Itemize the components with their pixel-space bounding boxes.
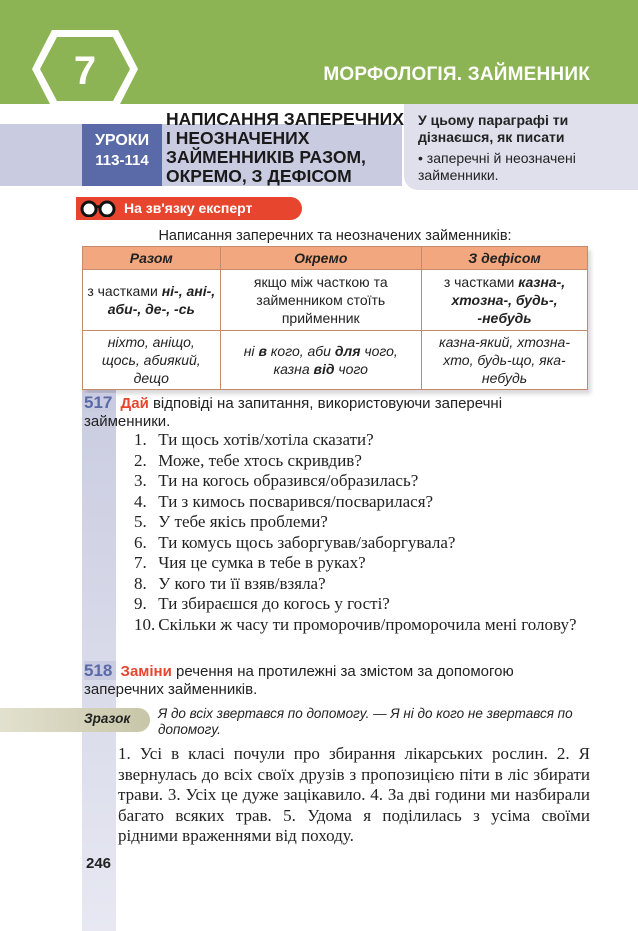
sample-label: Зразок — [84, 711, 131, 726]
exercise-task-text: відповіді на запитання, використовуючи заперечні займенники. — [84, 395, 503, 430]
expert-label: На зв'язку експерт — [124, 200, 253, 216]
exercise-paragraph: 1. Усі в класі почули про збирання лікарських рослин. 2. Я звернулась до всіх своїх друзів з пропозицією піти в ліс збирати трави. 3. Усіх це дуже зацікавило. 4. За дві години ми назбирали багато всяких трав. 5. Удома я поділилась з усіма своїми рідними враженнями від походу. — [118, 744, 590, 845]
learn-heading: У цьому параграфі ти дізнаєшся, як писати — [418, 112, 569, 145]
chapter-title: МОРФОЛОГІЯ. ЗАЙМЕННИК — [323, 64, 590, 85]
list-item: 7. Чия це сумка в тебе в руках? — [134, 553, 366, 572]
list-item: 10. Скільки ж часу ти проморочив/проморочила мені голову? — [134, 614, 577, 634]
rule-cell: якщо між часткою та займенником стоїть прийменник — [220, 270, 422, 331]
list-item: 2. Може, тебе хтось скривдив? — [134, 450, 362, 470]
learn-bullet: • заперечні й неозначені займенники. — [418, 150, 576, 183]
exercise-verb: Заміни — [120, 663, 172, 680]
exercise-number: 518 — [84, 661, 116, 680]
lesson-title: НАПИСАННЯ ЗАПЕРЕЧНИХ І НЕОЗНАЧЕНИХ ЗАЙМЕННИКІВ РАЗОМ, ОКРЕМО, З ДЕФІСОМ — [166, 109, 404, 186]
lesson-badge — [82, 124, 162, 186]
list-item: 3. Ти на когось образився/образилась? — [134, 471, 419, 490]
example-cell: ні в кого, аби для чого, казна від чого — [220, 331, 422, 390]
exercise-number: 517 — [84, 393, 116, 412]
rule-cell: з частками ні-, ані-, аби-, де-, -сь — [83, 270, 221, 331]
lesson-numbers: 113-114 — [95, 152, 149, 169]
exercise-518-task — [84, 662, 590, 699]
side-strip — [82, 378, 116, 931]
list-item: 4. Ти з кимось посварився/посварилася? — [134, 491, 434, 511]
list-item: 5. У тебе якісь проблеми? — [134, 512, 328, 531]
header-separate: Окремо — [220, 247, 422, 270]
chapter-number: 7 — [73, 49, 97, 93]
list-item: 6. Ти комусь щось заборгував/заборгувала? — [134, 532, 456, 552]
header-together: Разом — [83, 247, 221, 270]
list-item: 8. У кого ти її взяв/взяла? — [134, 573, 326, 593]
exercise-517-task — [84, 394, 590, 431]
sample-text: Я до всіх звертався по допомогу. — Я ні до кого не звертався по допомогу. — [158, 706, 573, 737]
chapter-hexagon-icon — [30, 28, 140, 110]
example-cell: ніхто, аніщо, щось, абиякий, дещо — [83, 331, 221, 390]
exercise-verb: Дай — [120, 395, 149, 412]
example-cell: казна-який, хтозна-хто, будь-що, яка-небудь — [422, 331, 588, 390]
exercise-task-text: речення на протилежні за змістом за допомогою заперечних займенників. — [84, 663, 514, 698]
header-hyphen: З дефісом — [422, 247, 588, 270]
list-item: 9. Ти збираєшся до когось у гості? — [134, 594, 390, 613]
table-caption: Написання заперечних та неозначених займенників: — [158, 228, 512, 244]
page-number: 246 — [86, 855, 112, 872]
learn-box — [404, 104, 638, 190]
question-list — [134, 430, 594, 635]
glasses-icon — [78, 199, 118, 217]
rule-cell: з частками казна-, хтозна-, будь-, -небудь — [422, 270, 588, 331]
rule-table — [82, 246, 588, 390]
lesson-label: УРОКИ — [94, 132, 150, 149]
list-item: 1. Ти щось хотів/хотіла сказати? — [134, 430, 374, 449]
